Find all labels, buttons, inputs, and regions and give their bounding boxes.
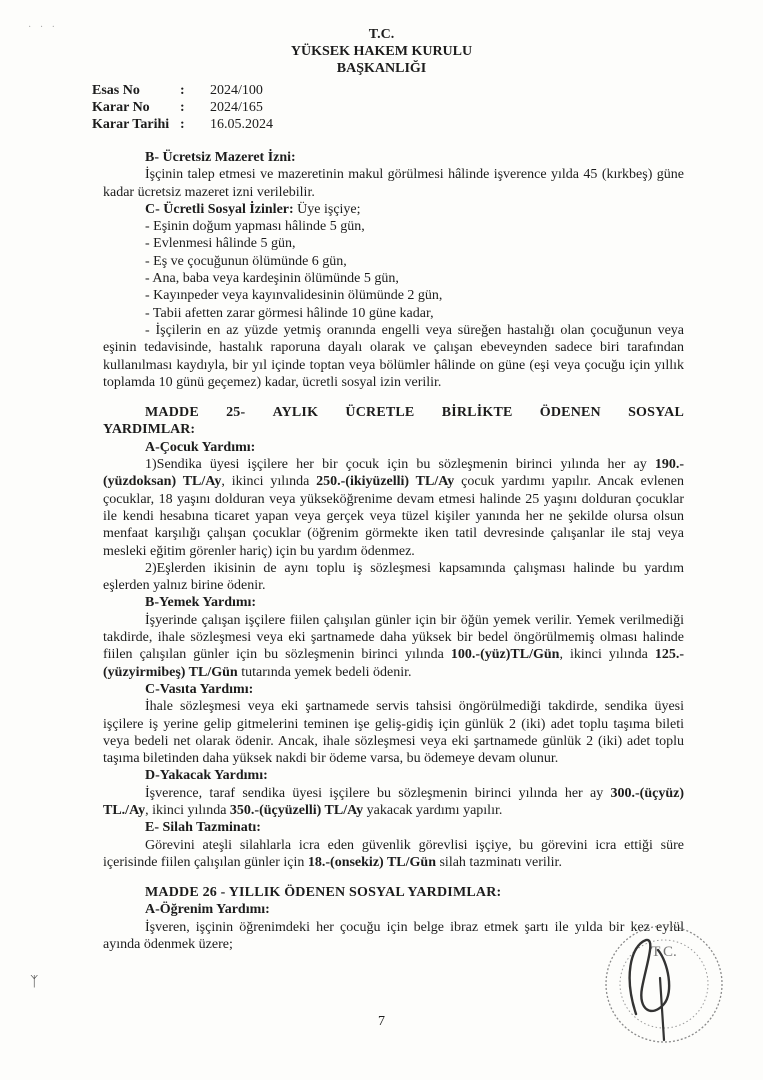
stamp-text: T.C. bbox=[651, 944, 677, 960]
section-c-title: C- Ücretli Sosyal İzinler: Üye işçiye; bbox=[145, 201, 361, 217]
section-yemek-text: İşyerinde çalışan işçilere fiilen çalışılan günler için bir öğün yemek verilir. Yemek verilmediği takdirde, ihale sözleşmesi veya eki şartnamede daha yüksek bir bedel öngörülmemiş olması halinde fiilen çalışılan günler için bu sözleşmenin birinci yılında 100.-(yüz)TL/Gün, ikinci yılında 125.-(yüzyirmibeş) TL/Gün tutarında yemek bedeli ödenir. bbox=[103, 612, 684, 680]
section-ogrenim-text: İşveren, işçinin öğrenimdeki her çocuğu için belge ibraz etmek şartı ile yılda bir kez eylül ayında ödenmek üzere; bbox=[103, 919, 684, 953]
list-item: - Kayınpeder veya kayınvalidesinin ölümünde 2 gün, bbox=[145, 288, 443, 304]
document-header bbox=[0, 26, 763, 77]
meta-label: Karar No bbox=[92, 100, 150, 115]
meta-value: 16.05.2024 bbox=[210, 117, 273, 132]
list-item: - İşçilerin en az yüzde yetmiş oranında engelli veya süreğen hastalığı olan çocuğunun veya eşinin tedavisinde, hastalık raporuna dayalı olarak ve çalışan ebeveynden sadece biri tarafından kullanılması kaydıyla, bir yıl içinde toptan veya bölümler hâlinde on güne (eşi veya çocuğu için yıllık toplamda 10 günü geçemez) kadar, ücretli sosyal izin verilir. bbox=[103, 322, 684, 390]
header-institution: YÜKSEK HAKEM KURULU bbox=[290, 44, 473, 59]
page-number: 7 bbox=[378, 1014, 385, 1029]
list-item: - Eş ve çocuğunun ölümünde 6 gün, bbox=[145, 253, 347, 269]
section-a-title: A-Çocuk Yardımı: bbox=[145, 439, 256, 455]
official-stamp bbox=[594, 918, 726, 1050]
section-ogrenim-title: A-Öğrenim Yardımı: bbox=[145, 902, 270, 918]
case-metadata bbox=[92, 82, 273, 133]
madde-25-title: MADDE 25- AYLIK ÜCRETLE BİRLİKTE ÖDENEN SOSYAL bbox=[145, 405, 684, 421]
section-silah-text: Görevini ateşli silahlarla icra eden güvenlik görevlisi işçiye, bu görevini icra ettiği süre içerisinde fiilen çalışılan günler için 18.-(onsekiz) TL/Gün silah tazminatı verilir. bbox=[103, 837, 684, 870]
madde-26-title: MADDE 26 - YILLIK ÖDENEN SOSYAL YARDIMLAR: bbox=[145, 885, 502, 901]
section-yakacak-title: D-Yakacak Yardımı: bbox=[145, 768, 268, 784]
section-b-title: B- Ücretsiz Mazeret İzni: bbox=[145, 150, 296, 165]
list-item: - Evlenmesi hâlinde 5 gün, bbox=[145, 236, 296, 252]
scan-speck: · · · bbox=[28, 22, 58, 33]
meta-label: Esas No bbox=[92, 83, 140, 98]
list-item: - Ana, baba veya kardeşinin ölümünde 5 gün, bbox=[145, 271, 399, 287]
meta-row-karar: Karar No : 2024/165 bbox=[92, 100, 263, 115]
meta-value: 2024/100 bbox=[210, 83, 263, 98]
meta-label: Karar Tarihi bbox=[92, 117, 170, 132]
meta-row-esas: Esas No : 2024/100 bbox=[92, 83, 263, 98]
section-vasita-title: C-Vasıta Yardımı: bbox=[145, 681, 254, 697]
section-a-p2: 2)Eşlerden ikisinin de aynı toplu iş sözleşmesi kapsamında çalışması halinde bu yardım eşlerden yalnız birine ödenir. bbox=[103, 560, 684, 594]
section-b-text: İşçinin talep etmesi ve mazeretinin makul görülmesi hâlinde işverence yılda 45 (kırkbeş) güne kadar ücretsiz mazeret izni verilebilir. bbox=[103, 167, 684, 200]
header-tc: T.C. bbox=[368, 27, 395, 42]
signature-stroke bbox=[660, 978, 664, 1040]
document-body bbox=[103, 149, 684, 953]
meta-value: 2024/165 bbox=[210, 100, 263, 115]
margin-mark: ᛉ bbox=[30, 975, 39, 990]
section-silah-title: E- Silah Tazminatı: bbox=[145, 820, 261, 836]
list-item: - Eşinin doğum yapması hâlinde 5 gün, bbox=[145, 219, 365, 235]
meta-row-karar-tarihi: Karar Tarihi : 16.05.2024 bbox=[92, 117, 273, 132]
section-a-p1: 1)Sendika üyesi işçilere her bir çocuk için bu sözleşmenin birinci yılında her ay 190.-(yüzdoksan) TL/Ay, ikinci yılında 250.-(ikiyüzelli) TL/Ay çocuk yardımı yapılır. Ancak evlenen çocuklar, 18 yaşını dolduran veya yükseköğrenime devam etmesi halinde 25 yaşını dolduran çocuklar ile kendi hesabına ticaret yapan veya gerçek veya tüzel kişiler yanında her ne şekilde olursa olsun menfaat karşılığı çalışan çocuklar (öğrenim görmekte iken tatil devresinde çalışanlar ile staj veya mesleki eğitim görenler hariç) için bu yardım ödenmez. bbox=[103, 457, 685, 559]
section-yakacak-text: İşverence, taraf sendika üyesi işçilere bu sözleşmenin birinci yılında her ay 300.-(üçyüz) TL./Ay, ikinci yılında 350.-(üçyüzelli) TL/Ay yakacak yardımı yapılır. bbox=[103, 785, 684, 818]
madde-25-title-cont: YARDIMLAR: bbox=[103, 422, 196, 438]
list-item: - Tabii afetten zarar görmesi hâlinde 10 güne kadar, bbox=[145, 305, 434, 321]
section-vasita-text: İhale sözleşmesi veya eki şartnamede servis tahsisi öngörülmediği takdirde, sendika üyesi işçilere iş yerine gelip gitmelerini teminen işe geliş-gidiş için günlük 2 (iki) adet toplu taşıma bileti veya bedeli net olarak ödenir. Ancak, ihale sözleşmesi veya eki şartnamede günlük 2 (iki) adet toplu taşıma biletinden daha yüksek nakdi bir ödeme varsa, bu ödemeye devam olunur. bbox=[103, 699, 684, 767]
section-yemek-title: B-Yemek Yardımı: bbox=[145, 595, 257, 611]
header-office: BAŞKANLIĞI bbox=[336, 61, 427, 76]
